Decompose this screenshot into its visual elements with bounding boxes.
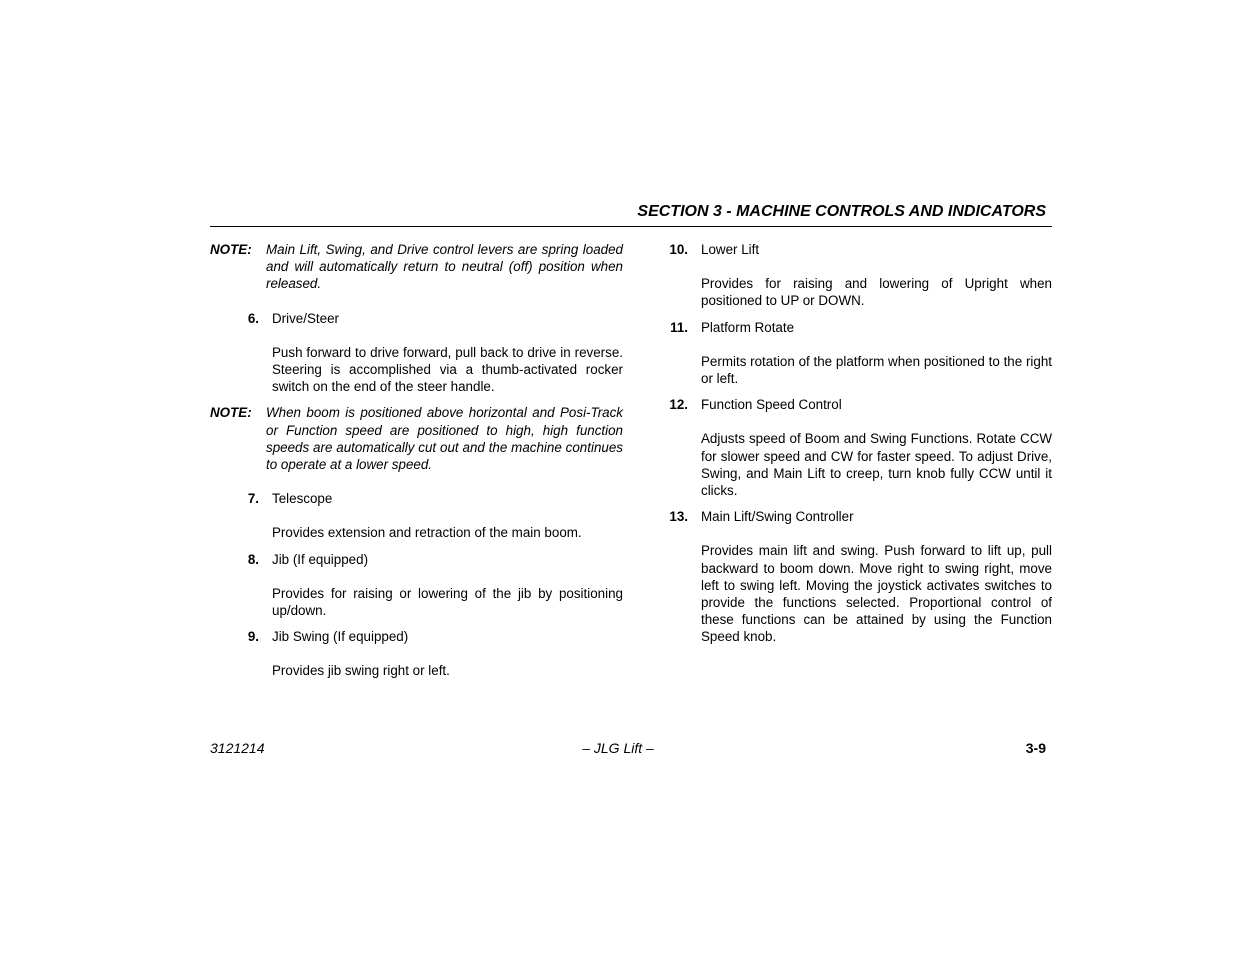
item-description: Provides main lift and swing. Push forward to lift up, pull backward to boom down. Move right to swing right, move left to swing left. Moving the joystick activates switches to provide the functions selected. Proportional control of these functions can be attained by using the Function Speed knob. [701,543,1052,645]
note-label: NOTE: [210,242,252,257]
item-number: 12. [669,397,688,413]
item-title: Platform Rotate [701,319,795,335]
item-number: 9. [247,629,259,645]
item-heading [210,628,623,645]
item-heading [210,310,623,327]
item-title: Jib Swing (If equipped) [272,629,409,645]
item-description: Provides jib swing right or left. [272,663,450,679]
header-divider [210,226,1052,227]
item-description: Permits rotation of the platform when positioned to the right or left. [701,353,1052,387]
item-number: 10. [669,242,688,257]
item-title: Telescope [272,491,333,507]
item-description: Provides for raising or lowering of the jib by positioning up/down. [272,585,623,619]
item-heading [668,241,1052,258]
note-text: Main Lift, Swing, and Drive control levers are spring loaded and will automatically return to neutral (off) position when released. [266,242,623,292]
item-drive-steer [210,310,623,396]
item-jib [210,551,623,620]
item-description: Adjusts speed of Boom and Swing Functions. Rotate CCW for slower speed and CW for faster speed. To adjust Drive, Swing, and Main Lift to creep, turn knob fully CCW until it clicks. [701,431,1052,499]
note-control-levers [210,241,623,293]
item-platform-rotate [668,319,1052,388]
item-heading [668,396,1052,413]
footer-page-number: 3-9 [1025,740,1046,756]
item-title: Drive/Steer [272,310,339,326]
item-telescope [210,490,623,541]
item-number: 11. [670,319,688,335]
item-title: Jib (If equipped) [272,551,369,567]
item-description: Provides extension and retraction of the main boom. [272,525,582,541]
item-description: Push forward to drive forward, pull back to drive in reverse. Steering is accomplished via a thumb-activated rocker switch on the end of the steer handle. [272,344,623,395]
item-function-speed-control [668,396,1052,499]
item-jib-swing [210,628,623,679]
right-column [668,241,1052,646]
note-label: NOTE: [210,405,252,421]
item-number: 13. [669,509,688,525]
item-number: 6. [247,310,259,326]
item-main-lift-swing-controller [668,508,1052,645]
item-heading [210,490,623,507]
item-description: Provides for raising and lowering of Upright when positioned to UP or DOWN. [701,276,1052,309]
item-number: 7. [247,491,259,507]
left-column [210,241,623,680]
footer-doc-number: 3121214 [210,740,265,756]
item-lower-lift [668,241,1052,310]
footer-publisher: – JLG Lift – [582,740,654,756]
item-heading [668,319,1052,336]
item-title: Main Lift/Swing Controller [701,509,854,525]
item-number: 8. [247,551,259,567]
note-text: When boom is positioned above horizontal and Posi-Track or Function speed are positioned to high, high function speeds are automatically cut out and the machine continues to operate at a lower speed. [266,405,623,473]
item-title: Lower Lift [701,242,760,257]
item-heading [668,508,1052,525]
item-title: Function Speed Control [701,397,842,413]
note-boom-position [210,404,623,473]
section-title: SECTION 3 - MACHINE CONTROLS AND INDICATORS [637,203,1046,220]
item-heading [210,551,623,568]
